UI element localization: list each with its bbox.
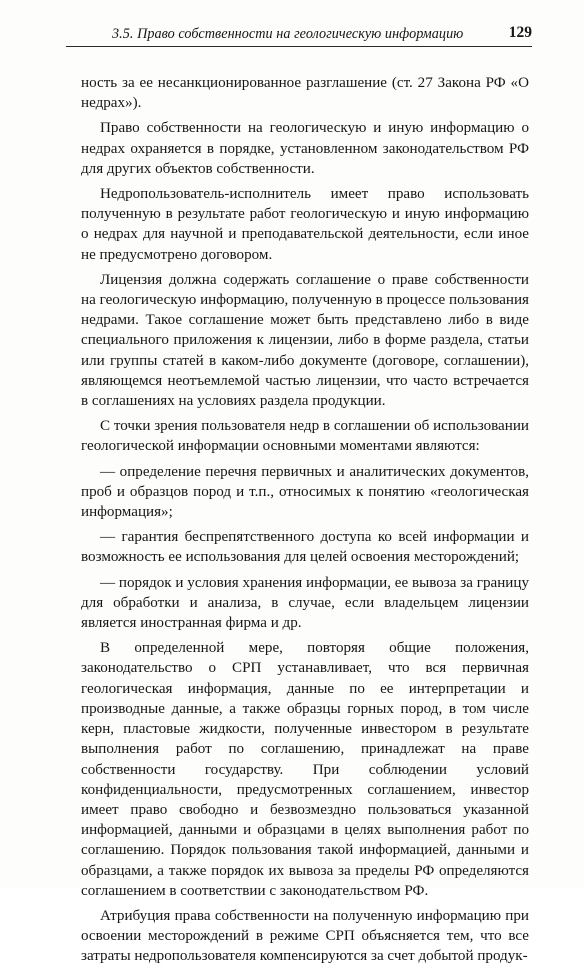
paragraph: Лицензия должна содержать соглашение о праве собственности на геологическую информацию, полученную в процессе пользования недрами. Такое соглашение может быть представлено либо в виде специального приложения к лицензии, либо в форме раздела, статьи или группы статей в каком-либо документе (договоре, соглашении), являющемся неотъемлемой частью лицензии, что часто встречается в соглашениях на условиях раздела продукции.	[81, 271, 529, 410]
list-item-paragraph: — определение перечня первичных и аналитических документов, проб и образцов пород и т.п., относимых к понятию «геологическая информация»;	[81, 463, 529, 521]
paragraph: Право собственности на геологическую и иную информацию о недрах охраняется в порядке, установленном законодательством РФ для других объектов собственности.	[81, 120, 529, 177]
paragraph: С точки зрения пользователя недр в соглашении об использовании геологической информации основными моментами являются:	[81, 418, 529, 455]
paragraph-continuation: ность за ее несанкционированное разглашение (ст. 27 Закона РФ «О недрах»).	[81, 75, 529, 112]
paragraph: Атрибуция права собственности на полученную информацию при освоении месторождений в режиме СРП объясняется тем, что все затраты недропользователя компенсируются за счет добытой продук-	[81, 907, 529, 965]
list-item-paragraph: — гарантия беспрепятственного доступа ко всей информации и возможность ее использования для целей освоения месторождений;	[81, 529, 529, 566]
body-text	[81, 73, 529, 972]
paragraph: В определенной мере, повторяя общие положения, законодательство о СРП устанавливает, что вся первичная геологическая информация, данные по ее интерпретации и производные данные, а также образцы горных пород, в том числе керн, пластовые жидкости, полученные инвестором в результате выполнения работ по соглашению, принадлежат на праве собственности государству. При соблюдении условий конфиденциальности, предусмотренных соглашением, инвестор имеет право свободно и безвозмездно пользоваться указанной информацией, данными и образцами в целях выполнения работ по соглашению. Порядок пользования такой информацией, данными и образцами, а также порядок их вывоза за пределы РФ определяются соглашением в соответствии с законодательством РФ.	[81, 640, 529, 899]
page-number: 129	[508, 24, 532, 41]
list-item-paragraph: — порядок и условия хранения информации, ее вывоза за границу для обработки и анализа, в случае, если владельцем лицензии является иностранная фирма и др.	[81, 574, 529, 632]
header-rule	[66, 46, 532, 47]
running-header	[66, 20, 532, 48]
running-head-title: 3.5. Право собственности на геологическую информацию	[112, 26, 464, 42]
paragraph: Недропользователь-исполнитель имеет право использовать полученную в результате работ геологическую и иную информацию о недрах для научной и преподавательской деятельности, если иное не предусмотрено договором.	[81, 186, 529, 263]
